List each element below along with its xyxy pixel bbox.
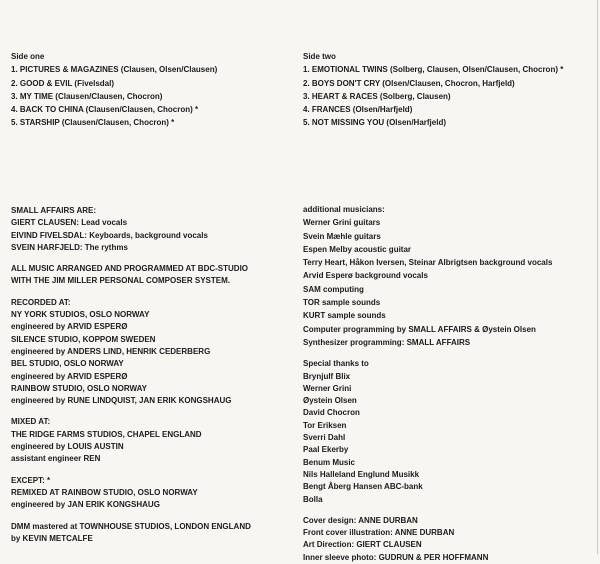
credit-line: engineered by ARVID ESPERØ <box>11 371 128 381</box>
track-item: 5. STARSHIP (Clausen/Clausen, Chocron) * <box>11 118 175 128</box>
credit-line: engineered by ARVID ESPERØ <box>11 322 128 332</box>
thanks-line: Sverri Dahl <box>303 433 346 443</box>
track-item: 3. HEART & RACES (Solberg, Clausen) <box>303 91 451 101</box>
musician-line: SAM computing <box>303 284 364 294</box>
musician-line: Computer programming by SMALL AFFAIRS & Øystein Olsen <box>303 324 536 334</box>
credit-line: GIERT CLAUSEN: Lead vocals <box>11 218 128 228</box>
credit-line-group <box>11 263 251 288</box>
track-item: 2. BOYS DON'T CRY (Olsen/Clausen, Chocron, Harfjeld) <box>303 78 515 88</box>
musician-line: Svein Mæhle guitars <box>303 231 381 241</box>
credit-line: EXCEPT: * <box>11 475 51 485</box>
credit-line: ALL MUSIC ARRANGED AND PROGRAMMED AT BDC-STUDIO <box>11 264 249 274</box>
thanks-line: Werner Grini <box>303 383 352 393</box>
sleeve-edge <box>597 0 598 554</box>
track-item: 4. BACK TO CHINA (Clausen/Clausen, Chocron) * <box>11 105 199 115</box>
credit-line: engineered by LOUIS AUSTIN <box>11 442 124 452</box>
credit-line-group <box>11 475 251 512</box>
credit-line-group <box>11 416 251 465</box>
credit-line: NY YORK STUDIOS, OSLO NORWAY <box>11 310 150 320</box>
credit-line: engineered by ANDERS LIND, HENRIK CEDERBERG <box>11 346 211 356</box>
thanks-line: Special thanks to <box>303 359 369 369</box>
credit-line: by KEVIN METCALFE <box>11 533 93 543</box>
side-two-tracklist <box>303 50 563 130</box>
musician-line: additional musicians: <box>303 205 385 214</box>
art-credit-line: Inner sleeve photo: GUDRUN & PER HOFFMANN <box>303 552 489 562</box>
art-credit-line: Cover design: ANNE DURBAN <box>303 515 418 525</box>
band-and-studio-credits <box>11 205 251 545</box>
thanks-line: David Chocron <box>303 408 360 418</box>
musician-line: Espen Melby acoustic guitar <box>303 244 412 254</box>
track-item: 1. EMOTIONAL TWINS (Solberg, Clausen, Olsen/Clausen, Chocron) * <box>303 65 564 75</box>
track-item: 2. GOOD & EVIL (Fivelsdal) <box>11 78 114 88</box>
credit-line: SMALL AFFAIRS ARE: <box>11 206 97 215</box>
credit-line: assistant engineer REN <box>11 454 101 464</box>
credit-line: BEL STUDIO, OSLO NORWAY <box>11 359 124 369</box>
thanks-line-group <box>303 358 552 506</box>
art-credit-line-group <box>303 515 552 564</box>
thanks-line: Nils Halleland Englund Musikk <box>303 469 420 479</box>
track-item-group <box>303 63 563 129</box>
track-item: 3. MY TIME (Clausen/Clausen, Chocron) <box>11 91 163 101</box>
credit-line: engineered by JAN ERIK KONGSHAUG <box>11 500 160 510</box>
thanks-line: Benum Music <box>303 457 356 467</box>
credit-line: WITH THE JIM MILLER PERSONAL COMPOSER SYSTEM. <box>11 276 230 286</box>
thanks-line: Bolla <box>303 494 323 504</box>
track-item: 5. NOT MISSING YOU (Olsen/Harfjeld) <box>303 118 446 128</box>
credit-line-group <box>11 521 251 546</box>
credit-line: THE RIDGE FARMS STUDIOS, CHAPEL ENGLAND <box>11 429 202 439</box>
thanks-line: Brynjulf Blix <box>303 371 351 381</box>
musician-line-group <box>303 203 552 349</box>
credit-line: REMIXED AT RAINBOW STUDIO, OSLO NORWAY <box>11 487 198 497</box>
credit-line-group <box>11 205 251 254</box>
musician-line: KURT sample sounds <box>303 311 386 321</box>
credit-line: EIVIND FIVELSDAL: Keyboards, background vocals <box>11 230 208 240</box>
track-item: 1. PICTURES & MAGAZINES (Clausen, Olsen/Clausen) <box>11 65 218 75</box>
musician-line: TOR sample sounds <box>303 298 381 308</box>
art-credit-line: Front cover illustration: ANNE DURBAN <box>303 528 455 538</box>
additional-credits <box>303 203 552 564</box>
track-item-group <box>11 63 217 129</box>
credit-line-group <box>11 297 251 408</box>
credit-line: RECORDED AT: <box>11 297 71 307</box>
thanks-line: Øystein Olsen <box>303 396 357 406</box>
musician-line: Terry Heart, Håkon Iversen, Steinar Albrigtsen background vocals <box>303 258 553 268</box>
side-one-heading: Side one <box>11 52 45 61</box>
side-one-tracklist <box>11 50 217 130</box>
side-two-heading: Side two <box>303 52 336 61</box>
credit-line: SVEIN HARFJELD: The rythms <box>11 242 128 252</box>
musician-line: Arvid Esperø background vocals <box>303 271 428 281</box>
thanks-line: Paal Ekerby <box>303 445 349 455</box>
credit-line: engineered by RUNE LINDQUIST, JAN ERIK KONGSHAUG <box>11 396 232 406</box>
thanks-line: Tor Eriksen <box>303 420 347 430</box>
art-credit-line: Art Direction: GIERT CLAUSEN <box>303 540 422 550</box>
track-item: 4. FRANCES (Olsen/Harfjeld) <box>303 105 413 115</box>
credit-line: DMM mastered at TOWNHOUSE STUDIOS, LONDON ENGLAND <box>11 521 251 531</box>
credit-line: SILENCE STUDIO, KOPPOM SWEDEN <box>11 334 156 344</box>
musician-line: Synthesizer programming: SMALL AFFAIRS <box>303 337 471 347</box>
thanks-line: Bengt Åberg Hansen ABC-bank <box>303 482 423 492</box>
credit-line: RAINBOW STUDIO, OSLO NORWAY <box>11 383 148 393</box>
credit-line: MIXED AT: <box>11 417 51 427</box>
musician-line: Werner Grini guitars <box>303 218 381 228</box>
